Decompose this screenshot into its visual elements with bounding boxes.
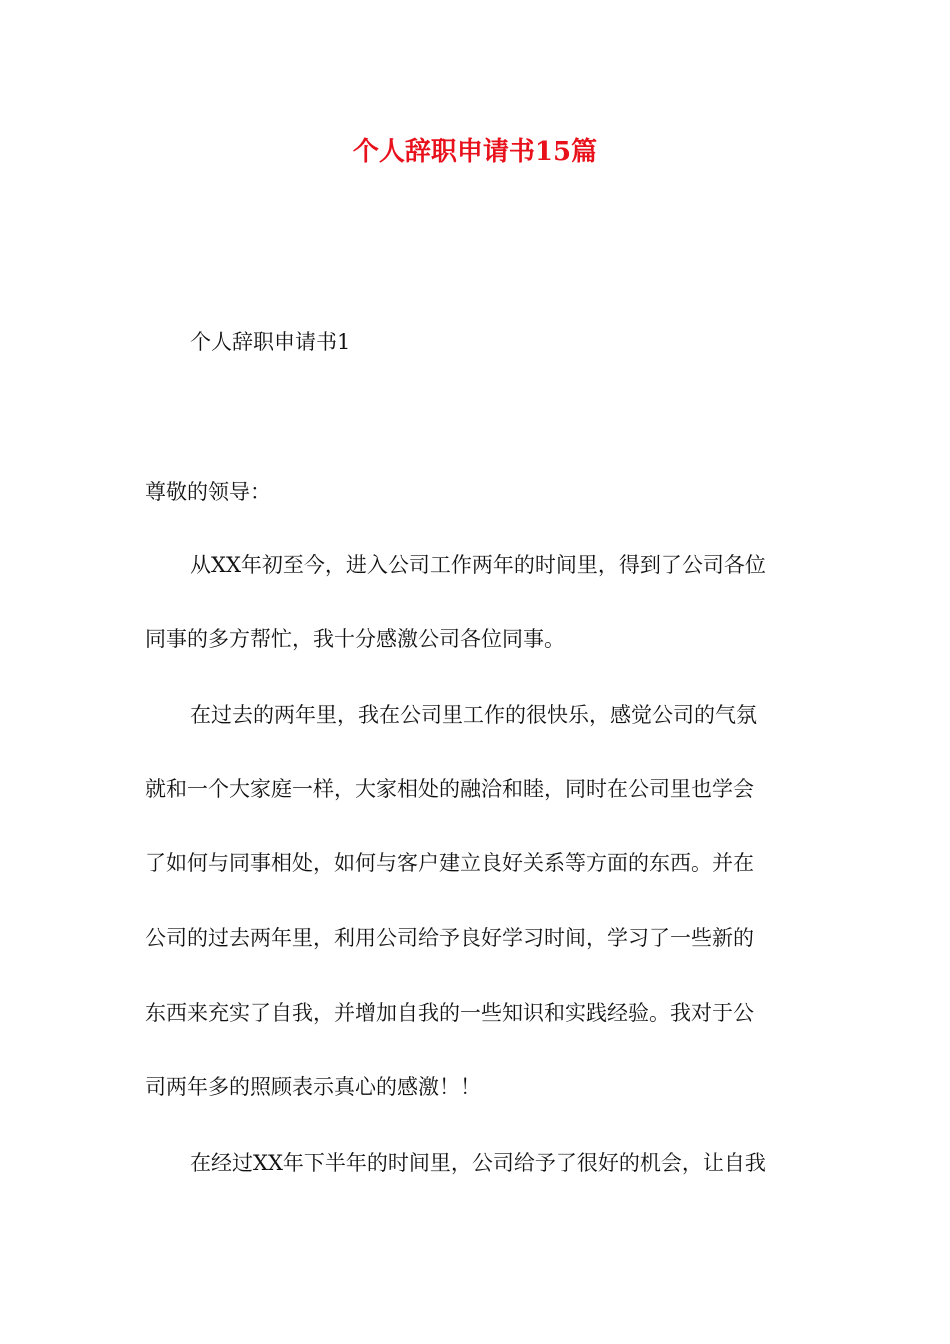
page-title: 个人辞职申请书15篇 xyxy=(352,137,598,167)
paragraph-line: 从XX年初至今，进入公司工作两年的时间里，得到了公司各位 xyxy=(190,553,766,577)
paragraph-line: 东西来充实了自我，并增加自我的一些知识和实践经验。我对于公 xyxy=(145,1001,754,1025)
paragraph-line: 公司的过去两年里，利用公司给予良好学习时间，学习了一些新的 xyxy=(145,926,754,950)
paragraph-line: 在过去的两年里，我在公司里工作的很快乐，感觉公司的气氛 xyxy=(190,703,757,727)
paragraph-line: 司两年多的照顾表示真心的感激！！ xyxy=(145,1075,481,1099)
paragraph-line: 在经过XX年下半年的时间里，公司给予了很好的机会，让自我 xyxy=(190,1151,766,1175)
paragraph-line: 就和一个大家庭一样，大家相处的融洽和睦，同时在公司里也学会 xyxy=(145,777,754,801)
salutation: 尊敬的领导： xyxy=(145,480,271,504)
section-heading: 个人辞职申请书1 xyxy=(190,330,351,354)
paragraph-line: 了如何与同事相处，如何与客户建立良好关系等方面的东西。并在 xyxy=(145,851,754,875)
paragraph-line: 同事的多方帮忙，我十分感激公司各位同事。 xyxy=(145,627,565,651)
